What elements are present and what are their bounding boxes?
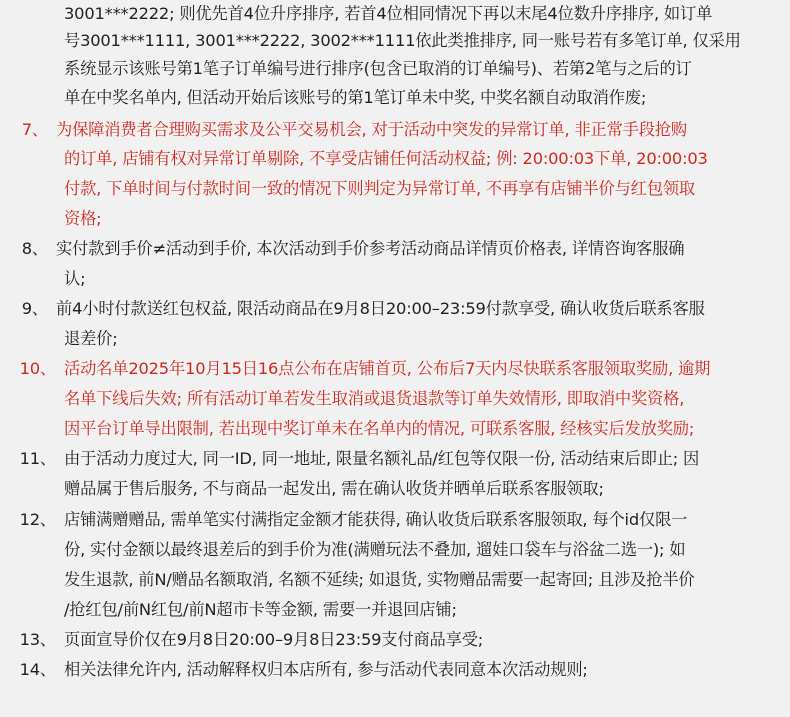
rule-7	[0, 115, 687, 145]
rule-number: 10、	[19, 359, 56, 378]
rule-number: 14、	[19, 660, 56, 679]
rule-text: 实付款到手价≠活动到手价, 本次活动到手价参考活动商品详情页价格表, 详情咨询客服确	[56, 239, 685, 258]
rule-number: 12、	[19, 510, 56, 529]
rule-7-line: 资格;	[64, 209, 102, 228]
rule-text: 前4小时付款送红包权益, 限活动商品在9月8日20:00–23:59付款享受, 确认收货后联系客服	[56, 299, 705, 318]
rule-11-line: 赠品属于售后服务, 不与商品一起发出, 需在确认收货并晒单后联系客服领取;	[64, 479, 604, 498]
rule-number: 11、	[19, 449, 56, 468]
rule-text: 店铺满赠赠品, 需单笔实付满指定金额才能获得, 确认收货后联系客服领取, 每个id仅限一	[64, 510, 688, 529]
rule-text: 页面宣导价仅在9月8日20:00–9月8日23:59支付商品享受;	[64, 630, 484, 649]
rule-number: 9、	[21, 299, 48, 318]
rule-13	[0, 625, 483, 655]
rule-10-line: 因平台订单导出限制, 若出现中奖订单未在名单内的情况, 可联系客服, 经核实后发放奖励;	[64, 419, 695, 438]
rule-6-line: 单在中奖名单内, 但活动开始后该账号的第1笔订单未中奖, 中奖名额自动取消作废;	[64, 88, 647, 107]
rule-7-line: 付款, 下单时间与付款时间一致的情况下则判定为异常订单, 不再享有店铺半价与红包领取	[64, 179, 695, 198]
rule-9-line: 退差价;	[64, 329, 118, 348]
rule-10-line: 名单下线后失效; 所有活动订单若发生取消或退货退款等订单失效情形, 即取消中奖资格,	[64, 389, 685, 408]
rule-9	[0, 294, 705, 324]
rule-11	[0, 444, 699, 474]
rule-number: 8、	[21, 239, 48, 258]
rule-12-line: 发生退款, 前N/赠品名额取消, 名额不延续; 如退货, 实物赠品需要一起寄回; 且涉及抢半价	[64, 570, 695, 589]
rule-7-line: 的订单, 店铺有权对异常订单剔除, 不享受店铺任何活动权益; 例: 20:00:03下单, 20:00:03	[64, 149, 708, 168]
rule-12	[0, 505, 687, 535]
rule-10	[0, 354, 710, 384]
rule-number: 7、	[21, 120, 48, 139]
rule-text: 为保障消费者合理购买需求及公平交易机会, 对于活动中突发的异常订单, 非正常手段抢购	[56, 120, 687, 139]
rule-8-line: 认;	[64, 269, 86, 288]
rule-8	[0, 234, 684, 264]
rule-6-line: 3001***2222; 则优先首4位升序排序, 若首4位相同情况下再以末尾4位数升序排序, 如订单	[64, 4, 713, 23]
rule-text: 活动名单2025年10月15日16点公布在店铺首页, 公布后7天内尽快联系客服领取奖励, 逾期	[64, 359, 711, 378]
rule-6-line: 号3001***1111, 3001***2222, 3002***1111依此类推排序, 同一账号若有多笔订单, 仅采用	[64, 31, 741, 50]
rule-number: 13、	[19, 630, 56, 649]
rule-12-line: 份, 实付金额以最终退差后的到手价为准(满赠玩法不叠加, 遛娃口袋车与浴盆二选一); 如	[64, 540, 686, 559]
rule-text: 相关法律允许内, 活动解释权归本店所有, 参与活动代表同意本次活动规则;	[64, 660, 588, 679]
rule-text: 由于活动力度过大, 同一ID, 同一地址, 限量名额礼品/红包等仅限一份, 活动结束后即止; 因	[64, 449, 700, 468]
rule-6-line: 系统显示该账号第1笔子订单编号进行排序(包含已取消的订单编号)、若第2笔与之后的订	[64, 59, 692, 78]
rule-12-line: /抢红包/前N红包/前N超市卡等金额, 需要一并退回店铺;	[64, 600, 457, 619]
rule-14	[0, 655, 588, 685]
